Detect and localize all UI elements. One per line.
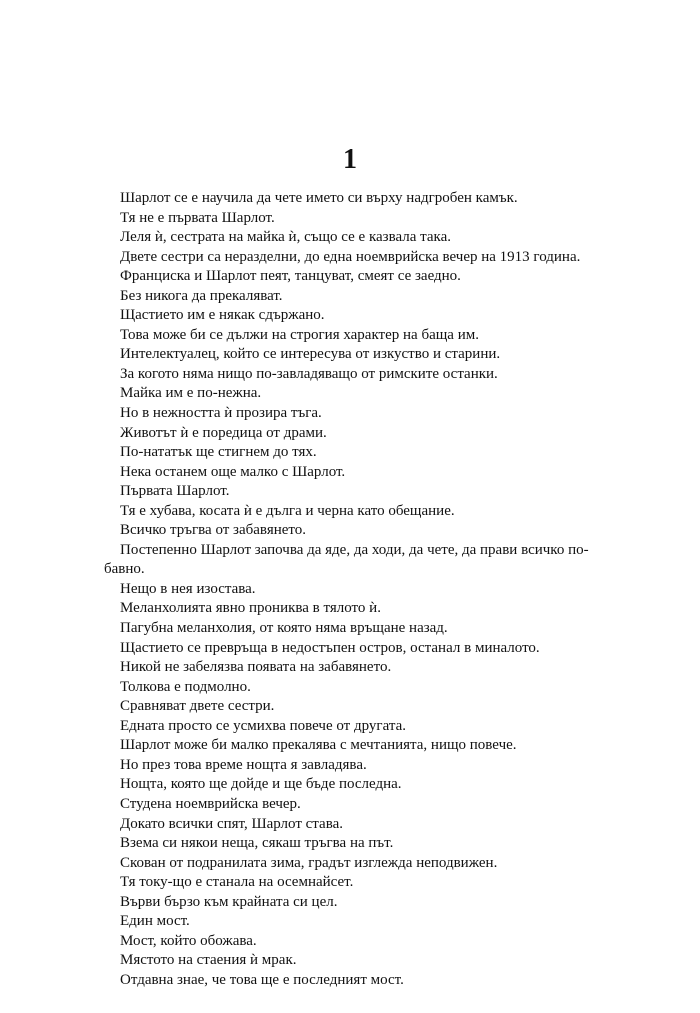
text-line: Щастието се превръща в недостъпен остров, останал в миналото. (120, 639, 540, 656)
text-line: Сравняват двете сестри. (120, 698, 275, 715)
text-line: Без никога да прекаляват. (120, 287, 283, 304)
text-line: Франциска и Шарлот пеят, танцуват, смеят се заедно. (120, 268, 461, 285)
text-line: Интелектуалец, който се интересува от изкуство и старини. (120, 346, 501, 363)
text-line: Мост, който обожава. (120, 932, 257, 949)
text-line: Скован от подранилата зима, градът изглежда неподвижен. (120, 854, 498, 871)
text-line: Щастието им е някак сдържано. (120, 307, 325, 324)
text-line: Никой не забелязва появата на забавянето. (120, 659, 392, 676)
text-line: Първата Шарлот. (120, 483, 230, 500)
text-line: Студена ноемврийска вечер. (120, 795, 301, 812)
text-line: Мястото на стаения ѝ мрак. (120, 952, 297, 969)
text-line: Меланхолията явно прониква в тялото ѝ. (120, 600, 381, 617)
text-line: Пагубна меланхолия, от която няма връщане назад. (120, 620, 448, 637)
text-line: Животът ѝ е поредица от драми. (120, 424, 327, 441)
body-text (0, 189, 700, 990)
text-line: Върви бързо към крайната си цел. (120, 893, 338, 910)
text-line-continuation: бавно. (104, 561, 145, 578)
text-line: Отдавна знае, че това ще е последният мост. (120, 971, 404, 988)
text-line: Двете сестри са неразделни, до една ноемврийска вечер на 1913 година. (120, 248, 581, 265)
text-line: Но в нежността ѝ прозира тъга. (120, 405, 322, 422)
text-line: Това може би се дължи на строгия характер на баща им. (120, 326, 479, 343)
chapter-number: 1 (343, 144, 357, 175)
text-line: Всичко тръгва от забавянето. (120, 522, 307, 539)
text-line: Толкова е подмолно. (120, 678, 251, 695)
text-line: Леля ѝ, сестрата на майка ѝ, също се е казвала така. (120, 229, 452, 246)
text-line: За когото няма нищо по-завладяващо от римските останки. (120, 365, 498, 382)
text-line: Шарлот се е научила да чете името си върху надгробен камък. (120, 190, 518, 206)
text-line: Но през това време нощта я завладява. (120, 756, 367, 773)
text-line: Един мост. (120, 913, 190, 930)
text-line: Нещо в нея изостава. (120, 580, 256, 597)
text-line: Нека останем още малко с Шарлот. (120, 463, 346, 480)
text-line: Взема си някои неща, сякаш тръгва на път. (120, 835, 394, 852)
text-line: Тя е хубава, косата ѝ е дълга и черна като обещание. (120, 502, 455, 519)
text-line: Нощта, която ще дойде и ще бъде последна. (120, 776, 402, 793)
text-line: Докато всички спят, Шарлот става. (120, 815, 344, 832)
text-line: Постепенно Шарлот започва да яде, да ходи, да чете, да прави всичко по- (120, 541, 589, 558)
text-line: По-нататък ще стигнем до тях. (120, 444, 317, 461)
text-line: Майка им е по-нежна. (120, 385, 262, 402)
text-line: Шарлот може би малко прекалява с мечтанията, нищо повече. (120, 737, 517, 754)
text-line: Тя току-що е станала на осемнайсет. (120, 874, 354, 891)
text-line: Едната просто се усмихва повече от другата. (120, 717, 406, 734)
text-line: Тя не е първата Шарлот. (120, 209, 275, 226)
